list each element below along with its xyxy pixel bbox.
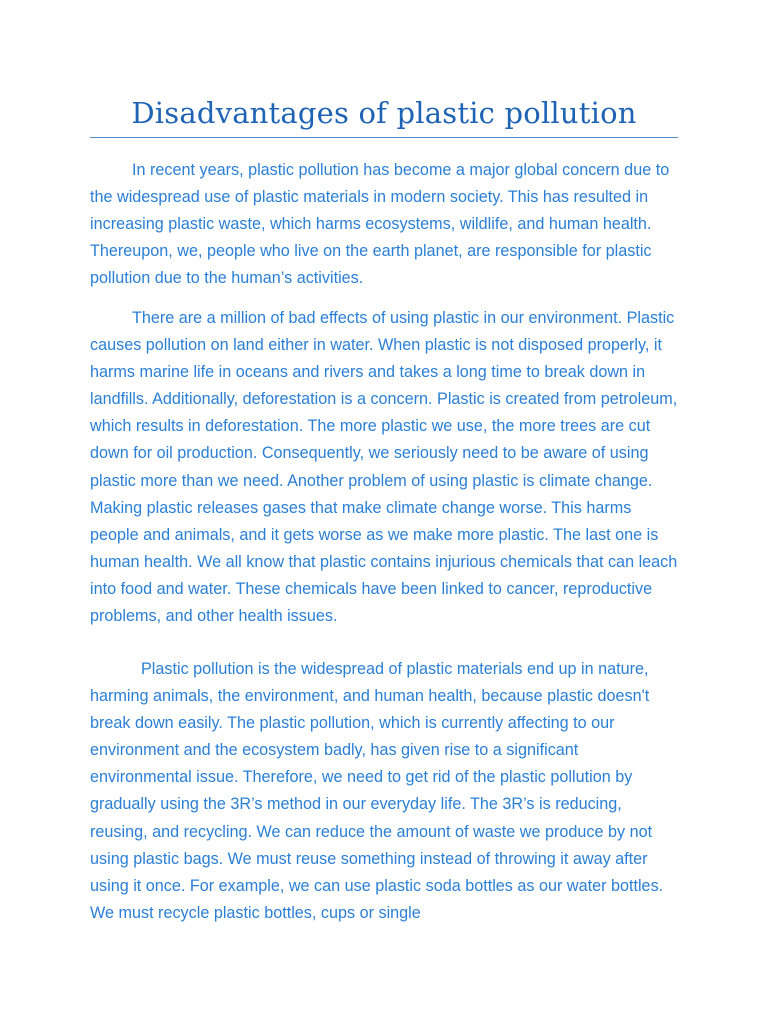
paragraph-effects: There are a million of bad effects of using plastic in our environment. Plastic causes pollution on land either in water. When plastic is not disposed properly, it harms marine life in oceans and rivers and takes a long time to break down in landfills. Additionally, deforestation is a concern. Plastic is created from petroleum, which results in deforestation. The more plastic we use, the more trees are cut down for oil production. Consequently, we seriously need to be aware of using plastic more than we need. Another problem of using plastic is climate change. Making plastic releases gases that make climate change worse. This harms people and animals, and it gets worse as we make more plastic. The last one is human health. We all know that plastic contains injurious chemicals that can leach into food and water. These chemicals have been linked to cancer, reproductive problems, and other health issues. bbox=[90, 309, 678, 626]
paragraph-intro: In recent years, plastic pollution has become a major global concern due to the widespread use of plastic materials in modern society. This has resulted in increasing plastic waste, which harms ecosystems, wildlife, and human health. Thereupon, we, people who live on the earth planet, are responsible for plastic pollution due to the human’s activities. bbox=[90, 161, 670, 288]
document-title: Disadvantages of plastic pollution bbox=[131, 96, 637, 130]
title-divider bbox=[90, 137, 678, 138]
paragraph-solutions: Plastic pollution is the widespread of plastic materials end up in nature, harming animals, the environment, and human health, because plastic doesn't break down easily. The plastic pollution, which is currently affecting to our environment and the ecosystem badly, has given rise to a significant environmental issue. Therefore, we need to get rid of the plastic pollution by gradually using the 3R’s method in our everyday life. The 3R’s is reducing, reusing, and recycling. We can reduce the amount of waste we produce by not using plastic bags. We must reuse something instead of throwing it away after using it once. For example, we can use plastic soda bottles as our water bottles. We must recycle plastic bottles, cups or single bbox=[90, 660, 664, 922]
